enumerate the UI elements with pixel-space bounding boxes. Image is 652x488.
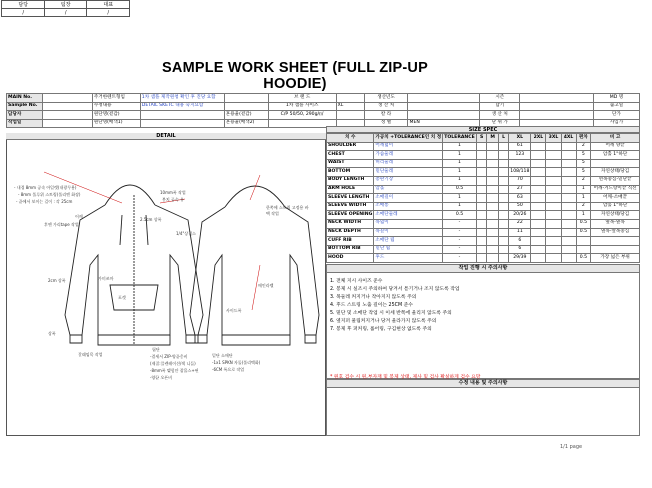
spec-cell: 어깨-소매끝 xyxy=(591,194,640,203)
info-cell xyxy=(336,111,364,120)
page-number: 1/1 page xyxy=(560,444,583,450)
spec-cell xyxy=(546,211,561,220)
spec-cell: 왼목중심-밑단끝 xyxy=(591,176,640,185)
spec-cell: CHEST xyxy=(327,151,374,160)
spec-cell: HOOD xyxy=(327,254,374,263)
spec-cell xyxy=(498,245,508,254)
sketch-label: 10mm폭 작업 xyxy=(160,190,186,195)
info-cell xyxy=(42,94,92,103)
sketch-label: 봉치 공속 유 xyxy=(162,197,184,202)
spec-cell xyxy=(546,228,561,237)
spec-cell xyxy=(498,202,508,211)
spec-cell: 5 xyxy=(576,159,591,168)
sketch-label: 가미쓰마 xyxy=(98,276,114,281)
spec-cell: 1 xyxy=(443,176,477,185)
spec-cell xyxy=(546,151,561,160)
spec-cell xyxy=(509,159,531,168)
sketch-label: - 내경 8mm 공속 아일렛(내광무용) xyxy=(14,185,77,190)
spec-cell xyxy=(498,254,508,263)
revision-header: 수정 내용 및 주의사항 xyxy=(327,380,639,388)
spec-cell xyxy=(476,211,487,220)
spec-column-header: 가공치 +TOLERANCE인 치 정 xyxy=(374,134,443,143)
spec-cell: 자연상태/당김 xyxy=(591,168,640,177)
spec-cell: 2 xyxy=(576,202,591,211)
spec-cell xyxy=(546,254,561,263)
spec-cell xyxy=(498,219,508,228)
spec-cell xyxy=(487,194,498,203)
spec-row xyxy=(327,168,640,177)
spec-cell: 소매단 립 xyxy=(374,237,443,246)
hood-front-outline xyxy=(105,185,155,205)
info-cell: MAIN No. xyxy=(7,94,43,103)
spec-cell: 어깨-겨드랑이끝 직선 xyxy=(591,185,640,194)
spec-cell: SHOULDER xyxy=(327,142,374,151)
info-cell xyxy=(224,94,268,103)
spec-cell xyxy=(487,142,498,151)
info-cell: 생 산 처 xyxy=(480,111,520,120)
spec-cell xyxy=(487,159,498,168)
spec-cell xyxy=(487,176,498,185)
spec-row xyxy=(327,228,640,237)
spec-cell xyxy=(531,202,546,211)
spec-cell: - xyxy=(443,228,477,237)
info-cell xyxy=(520,111,594,120)
info-cell: 시즌 xyxy=(480,94,520,103)
spec-cell: 61 xyxy=(509,142,531,151)
spec-cell xyxy=(546,202,561,211)
spec-row xyxy=(327,194,640,203)
approval-value: / xyxy=(87,9,130,17)
sketch-label: 포켓 xyxy=(118,295,126,300)
info-cell: 담당자 xyxy=(7,111,43,120)
spec-cell xyxy=(591,159,640,168)
spec-cell: 0.5 xyxy=(576,228,591,237)
approval-value: / xyxy=(2,9,45,17)
info-cell: 브 랜 드 xyxy=(268,94,336,103)
spec-cell xyxy=(498,237,508,246)
size-spec-table xyxy=(326,133,640,263)
spec-cell xyxy=(531,142,546,151)
spec-column-header: 비 고 xyxy=(591,134,640,143)
spec-row xyxy=(327,211,640,220)
spec-cell: 어깨넓이 xyxy=(374,142,443,151)
spec-cell xyxy=(476,219,487,228)
info-cell: MEN xyxy=(408,119,480,128)
spec-cell xyxy=(561,254,576,263)
spec-cell xyxy=(591,237,640,246)
spec-cell xyxy=(487,151,498,160)
size-spec-header: SIZE SPEC xyxy=(326,126,640,133)
spec-cell xyxy=(476,176,487,185)
spec-cell: 자연상태/당김 xyxy=(591,211,640,220)
note-item: 1. 전체 지시 사이즈 준수 xyxy=(330,279,383,284)
info-cell xyxy=(42,111,92,120)
spec-cell: 0.5 xyxy=(443,211,477,220)
sketch-label: 립단 xyxy=(152,347,160,352)
spec-cell xyxy=(476,185,487,194)
spec-cell: WAIST xyxy=(327,159,374,168)
info-cell: 칼 라 xyxy=(364,111,408,120)
spec-cell xyxy=(531,245,546,254)
approval-header: 담당 xyxy=(2,1,45,9)
info-table xyxy=(6,93,640,128)
spec-cell xyxy=(561,202,576,211)
spec-cell: 27 xyxy=(509,185,531,194)
spec-cell: 옆목-앞목중심 xyxy=(591,228,640,237)
spec-row xyxy=(327,176,640,185)
note-item: 3. 목둘레 커지거나 작아지지 않도록 주의 xyxy=(330,295,417,300)
info-cell xyxy=(520,102,594,111)
spec-cell xyxy=(531,237,546,246)
spec-cell: 총판기장 xyxy=(374,176,443,185)
spec-cell: 1 xyxy=(576,211,591,220)
info-row xyxy=(7,111,640,120)
info-cell: 수정내용 xyxy=(92,102,140,111)
note-item: 7. 봉제 후 퍼커링, 롤어링, 구김현상 없도록 주의 xyxy=(330,327,432,332)
spec-cell: 암홀 1"하단 xyxy=(591,202,640,211)
spec-cell xyxy=(487,254,498,263)
spec-cell xyxy=(531,185,546,194)
spec-cell xyxy=(531,176,546,185)
sketch-label: 한쪽에 스트링 고정용 바택 작업 xyxy=(266,205,309,216)
spec-row xyxy=(327,245,640,254)
spec-cell: 5 xyxy=(576,168,591,177)
spec-cell: CUFF RIB xyxy=(327,237,374,246)
sketch-label: -6CM 폭으로 작업 xyxy=(212,367,245,372)
spec-column-header: TOLERANCE xyxy=(443,134,477,143)
spec-cell xyxy=(531,194,546,203)
sketch-label: 상폭 xyxy=(48,331,56,336)
spec-cell: NECK WIDTH xyxy=(327,219,374,228)
spec-cell xyxy=(531,168,546,177)
spec-row xyxy=(327,159,640,168)
info-cell xyxy=(42,102,92,111)
spec-cell: 목깊이 xyxy=(374,228,443,237)
info-cell xyxy=(408,102,480,111)
spec-cell xyxy=(546,159,561,168)
spec-cell: 1 xyxy=(443,142,477,151)
spec-cell xyxy=(591,245,640,254)
spec-cell: 50 xyxy=(509,202,531,211)
spec-cell: 1 xyxy=(443,159,477,168)
spec-row xyxy=(327,151,640,160)
spec-cell xyxy=(561,194,576,203)
spec-column-header: 3XL xyxy=(546,134,561,143)
spec-cell xyxy=(476,142,487,151)
spec-cell xyxy=(487,219,498,228)
info-cell: XL xyxy=(336,102,364,111)
spec-cell: BOTTOM xyxy=(327,168,374,177)
spec-cell: 108/118 xyxy=(509,168,531,177)
info-cell: 원단명(배색1) xyxy=(92,119,140,128)
spec-cell: 0.5 xyxy=(576,254,591,263)
info-cell: 생산년도 xyxy=(364,94,408,103)
spec-cell xyxy=(561,228,576,237)
sketch-label: 갈래임목 작업 xyxy=(78,352,103,357)
spec-cell: - xyxy=(443,219,477,228)
spec-column-header: XL xyxy=(509,134,531,143)
spec-cell: 허리둘레 xyxy=(374,159,443,168)
spec-column-header: 치 수 xyxy=(327,134,374,143)
spec-cell xyxy=(487,228,498,237)
spec-cell: 2 xyxy=(576,176,591,185)
spec-cell xyxy=(561,219,576,228)
spec-cell xyxy=(476,245,487,254)
spec-cell xyxy=(487,202,498,211)
info-cell xyxy=(42,119,92,128)
sketch-label: (제질:플렌레이션/색 니들) xyxy=(150,361,196,366)
spec-cell: 0.5 xyxy=(443,185,477,194)
spec-cell: SLEEVE LENGTH xyxy=(327,194,374,203)
spec-cell: 1 xyxy=(443,194,477,203)
spec-cell xyxy=(487,185,498,194)
spec-cell: 6 xyxy=(509,237,531,246)
spec-cell xyxy=(546,245,561,254)
spec-cell xyxy=(498,159,508,168)
spec-cell xyxy=(531,211,546,220)
spec-cell xyxy=(561,176,576,185)
spec-cell: 1 xyxy=(443,168,477,177)
info-cell xyxy=(408,94,480,103)
spec-cell xyxy=(546,142,561,151)
spec-cell xyxy=(498,168,508,177)
sketch-label: - 끝에서 보이는 길이 : 각 25cm xyxy=(16,199,73,204)
approval-box xyxy=(0,0,130,17)
spec-cell: - xyxy=(443,237,477,246)
info-cell: 원단명(겉감) xyxy=(92,111,140,120)
spec-cell xyxy=(546,237,561,246)
sketch-label: 어깨 xyxy=(75,214,83,219)
approval-header: 대표 xyxy=(87,1,130,9)
spec-cell xyxy=(498,142,508,151)
spec-cell xyxy=(498,151,508,160)
note-item: 6. 옆지퍼 물림커지거나 당겨 울라가지 않도록 주의 xyxy=(330,319,437,324)
spec-cell xyxy=(476,202,487,211)
sketch-label: 메인라벨 xyxy=(258,283,274,288)
spec-cell xyxy=(476,237,487,246)
spec-cell: - xyxy=(443,245,477,254)
notes-header: 작업 진행 시 주의사항 xyxy=(327,265,639,273)
spec-cell xyxy=(476,168,487,177)
spec-column-header: 2XL xyxy=(531,134,546,143)
spec-cell: 5 xyxy=(576,151,591,160)
spec-cell xyxy=(498,211,508,220)
info-cell: Sample No. xyxy=(7,102,43,111)
info-cell xyxy=(224,102,268,111)
spec-cell xyxy=(531,228,546,237)
info-cell: 출고일 xyxy=(594,102,640,111)
spec-cell xyxy=(561,245,576,254)
approval-value: / xyxy=(44,9,87,17)
revision-box xyxy=(326,379,640,436)
spec-column-header: 편차 xyxy=(576,134,591,143)
note-item: 2. 봉제 시 실조시 주의하여 당겨서 튿기거나 조지 않도록 작업 xyxy=(330,287,460,292)
spec-cell xyxy=(561,168,576,177)
note-item: 5. 밑단 및 소매단 작업 시 이세 반쪽에 울리지 않도록 주의 xyxy=(330,311,452,316)
spec-cell: 29/39 xyxy=(509,254,531,263)
spec-row xyxy=(327,219,640,228)
spec-cell xyxy=(531,151,546,160)
sketch-label: 2.5cm 상폭 xyxy=(140,217,162,222)
spec-cell: 63 xyxy=(509,194,531,203)
info-cell: 주거한텐트형임 xyxy=(92,94,140,103)
info-cell xyxy=(408,111,480,120)
page-title: SAMPLE WORK SHEET (FULL ZIP-UP HOODIE) xyxy=(162,60,428,92)
spec-cell: 소매통 xyxy=(374,202,443,211)
spec-row xyxy=(327,185,640,194)
info-cell: 작업일 xyxy=(7,119,43,128)
spec-cell: 옆목-옆목 xyxy=(591,219,640,228)
spec-cell xyxy=(561,211,576,220)
sketch-label: 밑단 소매단 xyxy=(212,353,233,358)
spec-cell: - xyxy=(443,254,477,263)
sketch-label: -1x1 SPKN 자돌(폴리맥화) xyxy=(212,360,261,365)
info-row xyxy=(7,94,640,103)
info-cell: MD 명 xyxy=(594,94,640,103)
sketch-label: 후옌 가리tape 작업 xyxy=(44,222,79,227)
info-cell: 혼용율(배색2) xyxy=(224,119,268,128)
spec-cell: 123 xyxy=(509,151,531,160)
spec-cell: 밑단 립 xyxy=(374,245,443,254)
info-cell xyxy=(140,111,224,120)
sketch-label: -결세서 ZIP-양끝웅비 xyxy=(150,354,188,359)
spec-cell xyxy=(487,168,498,177)
spec-cell xyxy=(576,245,591,254)
spec-row xyxy=(327,237,640,246)
spec-column-header: M xyxy=(487,134,498,143)
sketch-label: - 8mm 폴루위 스트링(폴리엔 화장) xyxy=(18,192,81,197)
spec-cell: 밑단둘레 xyxy=(374,168,443,177)
spec-cell: 70 xyxy=(509,176,531,185)
spec-cell xyxy=(487,211,498,220)
info-cell: 1차 샘플 사이즈 xyxy=(268,102,336,111)
spec-cell xyxy=(561,185,576,194)
spec-cell: BODY LENGTH xyxy=(327,176,374,185)
info-cell: 단가 xyxy=(594,111,640,120)
info-cell: 혼용율(겉감) xyxy=(224,111,268,120)
spec-cell xyxy=(531,159,546,168)
spec-cell: ARM HOLE xyxy=(327,185,374,194)
info-cell: C/P 50/50, 290g/㎡ xyxy=(268,111,336,120)
spec-cell: SLEEVE WIDTH xyxy=(327,202,374,211)
spec-cell: 6 xyxy=(509,245,531,254)
spec-cell: SLEEVE OPENING xyxy=(327,211,374,220)
spec-cell xyxy=(546,219,561,228)
notes-box xyxy=(326,264,640,379)
info-cell xyxy=(520,94,594,103)
spec-cell xyxy=(576,237,591,246)
info-cell: 생 산 처 xyxy=(364,102,408,111)
note-item: 4. 후드 스트링 노출 길이는 25CM 준수 xyxy=(330,303,413,308)
sketch-label: -양끝 오픈비 xyxy=(150,375,173,380)
spec-cell: 암홀 xyxy=(374,185,443,194)
spec-column-header: 4XL xyxy=(561,134,576,143)
spec-cell xyxy=(531,254,546,263)
spec-cell: 2 xyxy=(576,142,591,151)
spec-cell: BOTTOM RIB xyxy=(327,245,374,254)
spec-cell xyxy=(498,176,508,185)
spec-cell: NECK DEPTH xyxy=(327,228,374,237)
info-cell: 1차 샘플 제작원청 확인 후 진당 요함 xyxy=(140,94,224,103)
warning-note: * 원호 검수 시 원,부자재 및 봉제 상태, 제사 및 검사 확실하게 검수 요망 xyxy=(330,375,481,380)
info-row xyxy=(7,102,640,111)
spec-cell: 1 xyxy=(576,194,591,203)
sketch-label: 2cm 상폭 xyxy=(48,278,66,283)
spec-cell xyxy=(498,228,508,237)
spec-column-header: S xyxy=(476,134,487,143)
sketch-label: 1/4"상걸스 xyxy=(176,231,196,236)
spec-cell: 1 xyxy=(443,151,477,160)
info-cell: 사입가 xyxy=(594,119,640,128)
spec-cell xyxy=(476,254,487,263)
spec-cell xyxy=(476,151,487,160)
spec-cell xyxy=(546,185,561,194)
spec-cell xyxy=(487,237,498,246)
info-cell xyxy=(336,94,364,103)
spec-cell xyxy=(498,185,508,194)
spec-cell: 가슴둘레 xyxy=(374,151,443,160)
spec-cell: 20/26 xyxy=(509,211,531,220)
spec-cell xyxy=(476,228,487,237)
spec-column-header: L xyxy=(498,134,508,143)
info-cell: 단 위 가 xyxy=(480,119,520,128)
sketch-label: 사이드폭 xyxy=(226,308,242,313)
spec-cell xyxy=(561,151,576,160)
spec-cell: 소매단둘레 xyxy=(374,211,443,220)
spec-cell: 후드 xyxy=(374,254,443,263)
spec-cell: 어깨 양끝 xyxy=(591,142,640,151)
spec-cell: 가장 넓은 부위 xyxy=(591,254,640,263)
info-cell: 성 별 xyxy=(364,119,408,128)
spec-cell xyxy=(561,237,576,246)
spec-cell: 소매길이 xyxy=(374,194,443,203)
spec-cell xyxy=(546,168,561,177)
spec-cell xyxy=(561,159,576,168)
spec-cell xyxy=(561,142,576,151)
spec-row xyxy=(327,202,640,211)
sketch-label: -8mm폭 맺힘안 잡몰스+핀 xyxy=(150,368,199,373)
info-cell: 납기 xyxy=(480,102,520,111)
spec-row xyxy=(327,254,640,263)
spec-cell xyxy=(531,219,546,228)
spec-cell xyxy=(487,245,498,254)
info-cell xyxy=(140,119,224,128)
spec-cell: 1 xyxy=(443,202,477,211)
info-cell: DETAIL SKETC 내용 숙지요함 xyxy=(140,102,224,111)
spec-cell: 11 xyxy=(509,228,531,237)
spec-cell xyxy=(546,194,561,203)
spec-row xyxy=(327,142,640,151)
spec-cell: 22 xyxy=(509,219,531,228)
approval-header: 팀장 xyxy=(44,1,87,9)
spec-cell: 1 xyxy=(576,185,591,194)
spec-cell: 목넓이 xyxy=(374,219,443,228)
spec-cell xyxy=(476,194,487,203)
spec-cell: 0.5 xyxy=(576,219,591,228)
detail-header: DETAIL xyxy=(6,133,326,140)
spec-cell xyxy=(546,176,561,185)
spec-cell: 암홀 1"하단 xyxy=(591,151,640,160)
spec-cell xyxy=(498,194,508,203)
spec-cell xyxy=(476,159,487,168)
